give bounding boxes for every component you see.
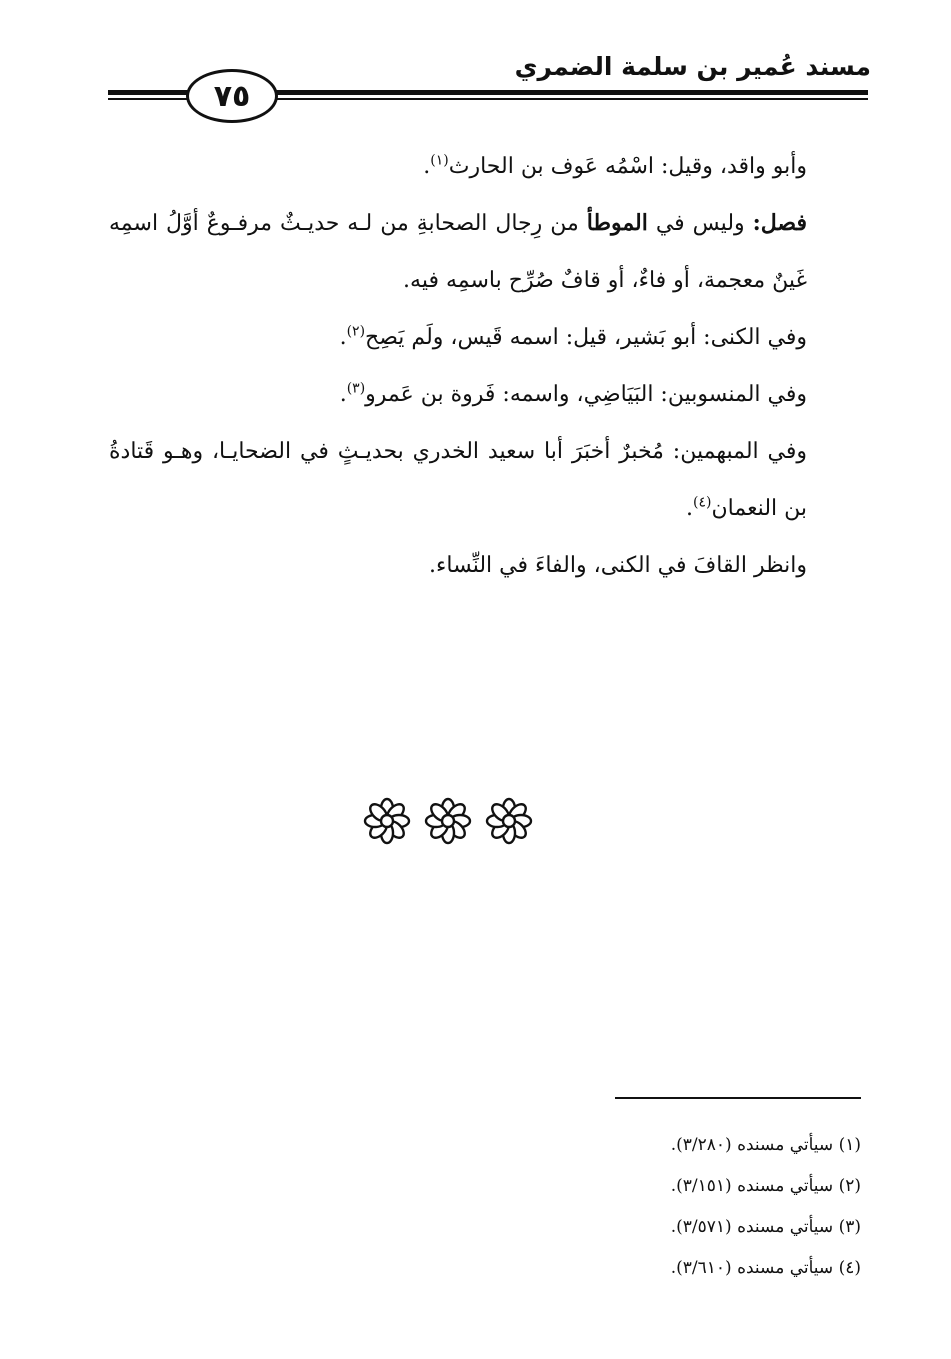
paragraph-1-end: . — [423, 154, 431, 179]
section-label: فصل: — [752, 210, 807, 236]
footnote-4: (٤) سيأتي مسنده (٣/٦١٠). — [670, 1258, 861, 1278]
paragraph-4-end: . — [339, 382, 347, 407]
footnote-ref-3: (٣) — [346, 380, 366, 397]
paragraph-6-text: وانظر القافَ في الكنى، والفاءَ في النِّساء. — [429, 553, 807, 578]
footnote-3: (٣) سيأتي مسنده (٣/٥٧١). — [670, 1217, 861, 1237]
paragraph-2-text-a: وليس في — [647, 211, 753, 236]
muwatta-term: الموطأ — [586, 210, 648, 236]
footnote-separator — [615, 1097, 861, 1099]
footnote-ref-1: (١) — [430, 152, 449, 169]
header-title: مسند عُمير بن سلمة الضمري — [514, 52, 871, 81]
paragraph-5 — [109, 423, 865, 537]
main-text — [109, 138, 865, 594]
footnotes — [671, 1125, 861, 1289]
page-number-badge — [186, 69, 278, 123]
paragraph-6 — [109, 537, 865, 594]
paragraph-4 — [109, 366, 865, 423]
paragraph-3-text: وفي الكنى: أبو بَشير، قيل: اسمه قَيس، ولَم يَصِح — [365, 325, 807, 350]
flower-ornament-icon — [424, 797, 472, 845]
paragraph-2 — [109, 195, 865, 309]
footnote-ref-4: (٤) — [693, 494, 712, 511]
paragraph-1-text: وأبو واقد، وقيل: اسْمُه عَوف بن الحارث — [448, 154, 807, 179]
page-number: ٧٥ — [213, 78, 251, 114]
flower-ornament-icon — [485, 797, 533, 845]
paragraph-4-text: وفي المنسوبين: البَيَاضِي، واسمه: فَروة بن عَمرو — [365, 382, 807, 407]
paragraph-1 — [109, 138, 865, 195]
section-ornament — [363, 797, 533, 847]
footnote-1: (١) سيأتي مسنده (٣/٢٨٠). — [670, 1135, 861, 1155]
paragraph-3 — [109, 309, 865, 366]
paragraph-5-end: . — [686, 496, 694, 521]
paragraph-3-end: . — [339, 325, 347, 350]
footnote-ref-2: (٢) — [346, 323, 366, 340]
flower-ornament-icon — [363, 797, 411, 845]
paragraph-2-text-b: من رِجال الصحابةِ من لـه حديـثٌ مرفـوعٌ أوَّلُ اسمِه غَينٌ معجمة، أو فاءٌ، أو قافٌ صُرِّح باسمِه فيه. — [109, 211, 807, 293]
footnote-2: (٢) سيأتي مسنده (٣/١٥١). — [670, 1176, 861, 1196]
paragraph-5-text: وفي المبهمين: مُخبرٌ أخبَرَ أبا سعيد الخدري بحديـثٍ في الضحايـا، وهـو قَتادةُ بن النعمان — [109, 439, 807, 521]
